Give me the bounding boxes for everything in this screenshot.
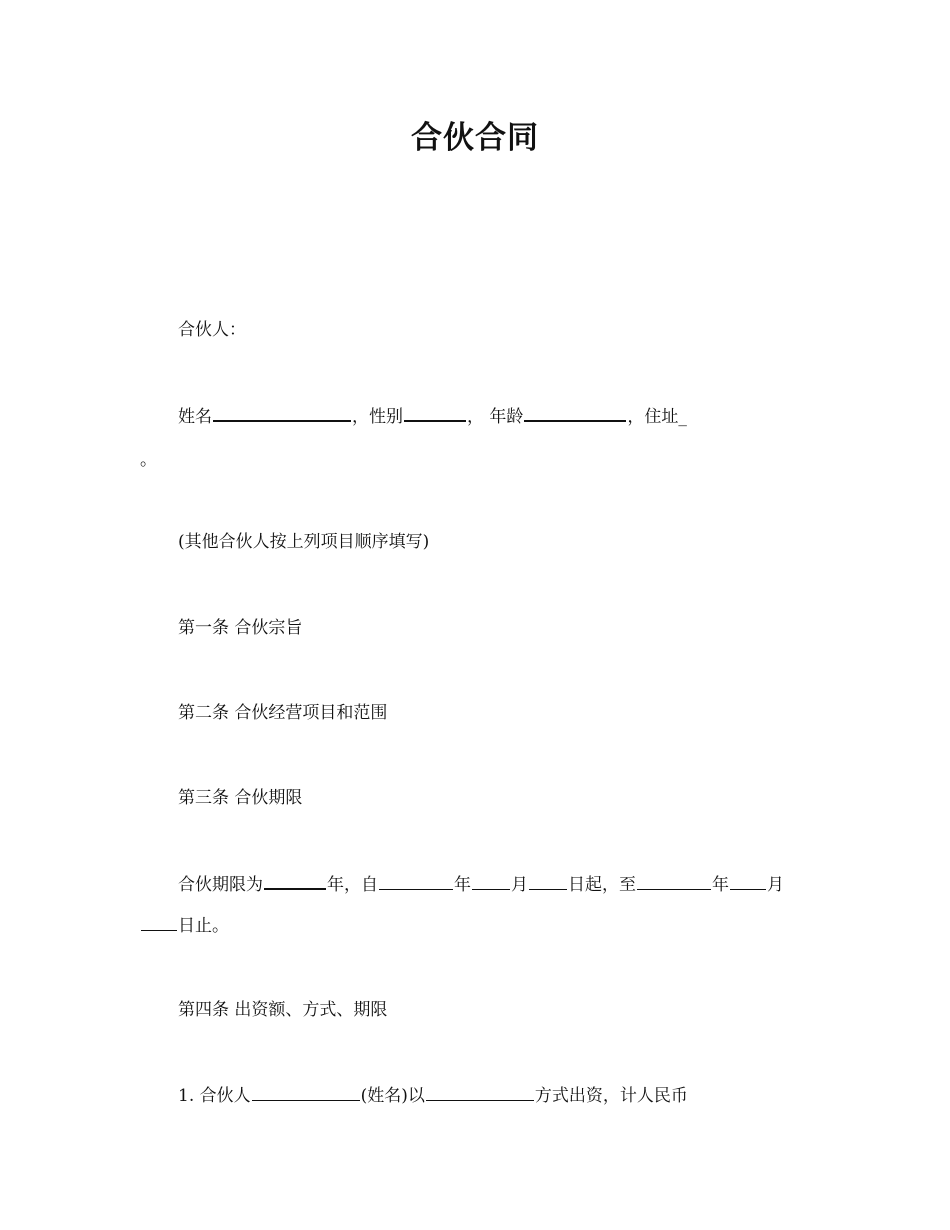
- end-year-blank[interactable]: [637, 872, 711, 890]
- other-partners-note: (其他合伙人按上列项目顺序填写): [178, 532, 430, 552]
- start-month-blank[interactable]: [472, 872, 510, 890]
- term-years-blank[interactable]: [264, 871, 326, 890]
- end-month-blank[interactable]: [730, 872, 766, 890]
- name-hint: (姓名)以: [360, 1086, 425, 1106]
- contribution-prefix: 1. 合伙人: [178, 1086, 251, 1106]
- document-title: 合伙合同: [411, 120, 539, 156]
- term-line: [178, 871, 784, 897]
- contribution-method-text: 方式出资，计人民币: [534, 1086, 688, 1106]
- gender-label: ，性别: [352, 407, 403, 427]
- article-2-heading: 第二条 合伙经营项目和范围: [178, 703, 388, 723]
- start-day-blank[interactable]: [529, 872, 567, 890]
- article-3-heading: 第三条 合伙期限: [178, 788, 303, 808]
- contribution-method-blank[interactable]: [426, 1083, 534, 1101]
- end-day-label: 日止。: [178, 916, 229, 936]
- start-month-label: 月: [511, 875, 528, 895]
- partner-info-line: [178, 403, 687, 429]
- contributor-name-blank[interactable]: [252, 1083, 360, 1101]
- end-day-blank[interactable]: [141, 913, 177, 931]
- age-label: ， 年龄: [467, 407, 524, 427]
- article-1-heading: 第一条 合伙宗旨: [178, 618, 303, 638]
- article-4-heading: 第四条 出资额、方式、期限: [178, 1000, 388, 1020]
- start-year-label: 年: [454, 875, 471, 895]
- gender-blank[interactable]: [404, 403, 466, 422]
- name-blank[interactable]: [213, 403, 351, 422]
- end-month-label: 月: [767, 875, 784, 895]
- term-prefix: 合伙期限为: [178, 875, 263, 895]
- address-label: ，住址_: [627, 407, 687, 427]
- contribution-line: [178, 1083, 688, 1108]
- partner-info-end: 。: [140, 450, 157, 470]
- term-line-end: [140, 913, 229, 938]
- name-label: 姓名: [178, 407, 212, 427]
- partners-heading: 合伙人：: [178, 320, 246, 340]
- end-year-label: 年: [712, 875, 729, 895]
- age-blank[interactable]: [524, 403, 626, 422]
- term-year-from: 年，自: [327, 875, 378, 895]
- start-year-blank[interactable]: [379, 872, 453, 890]
- start-day-label: 日起，至: [568, 875, 636, 895]
